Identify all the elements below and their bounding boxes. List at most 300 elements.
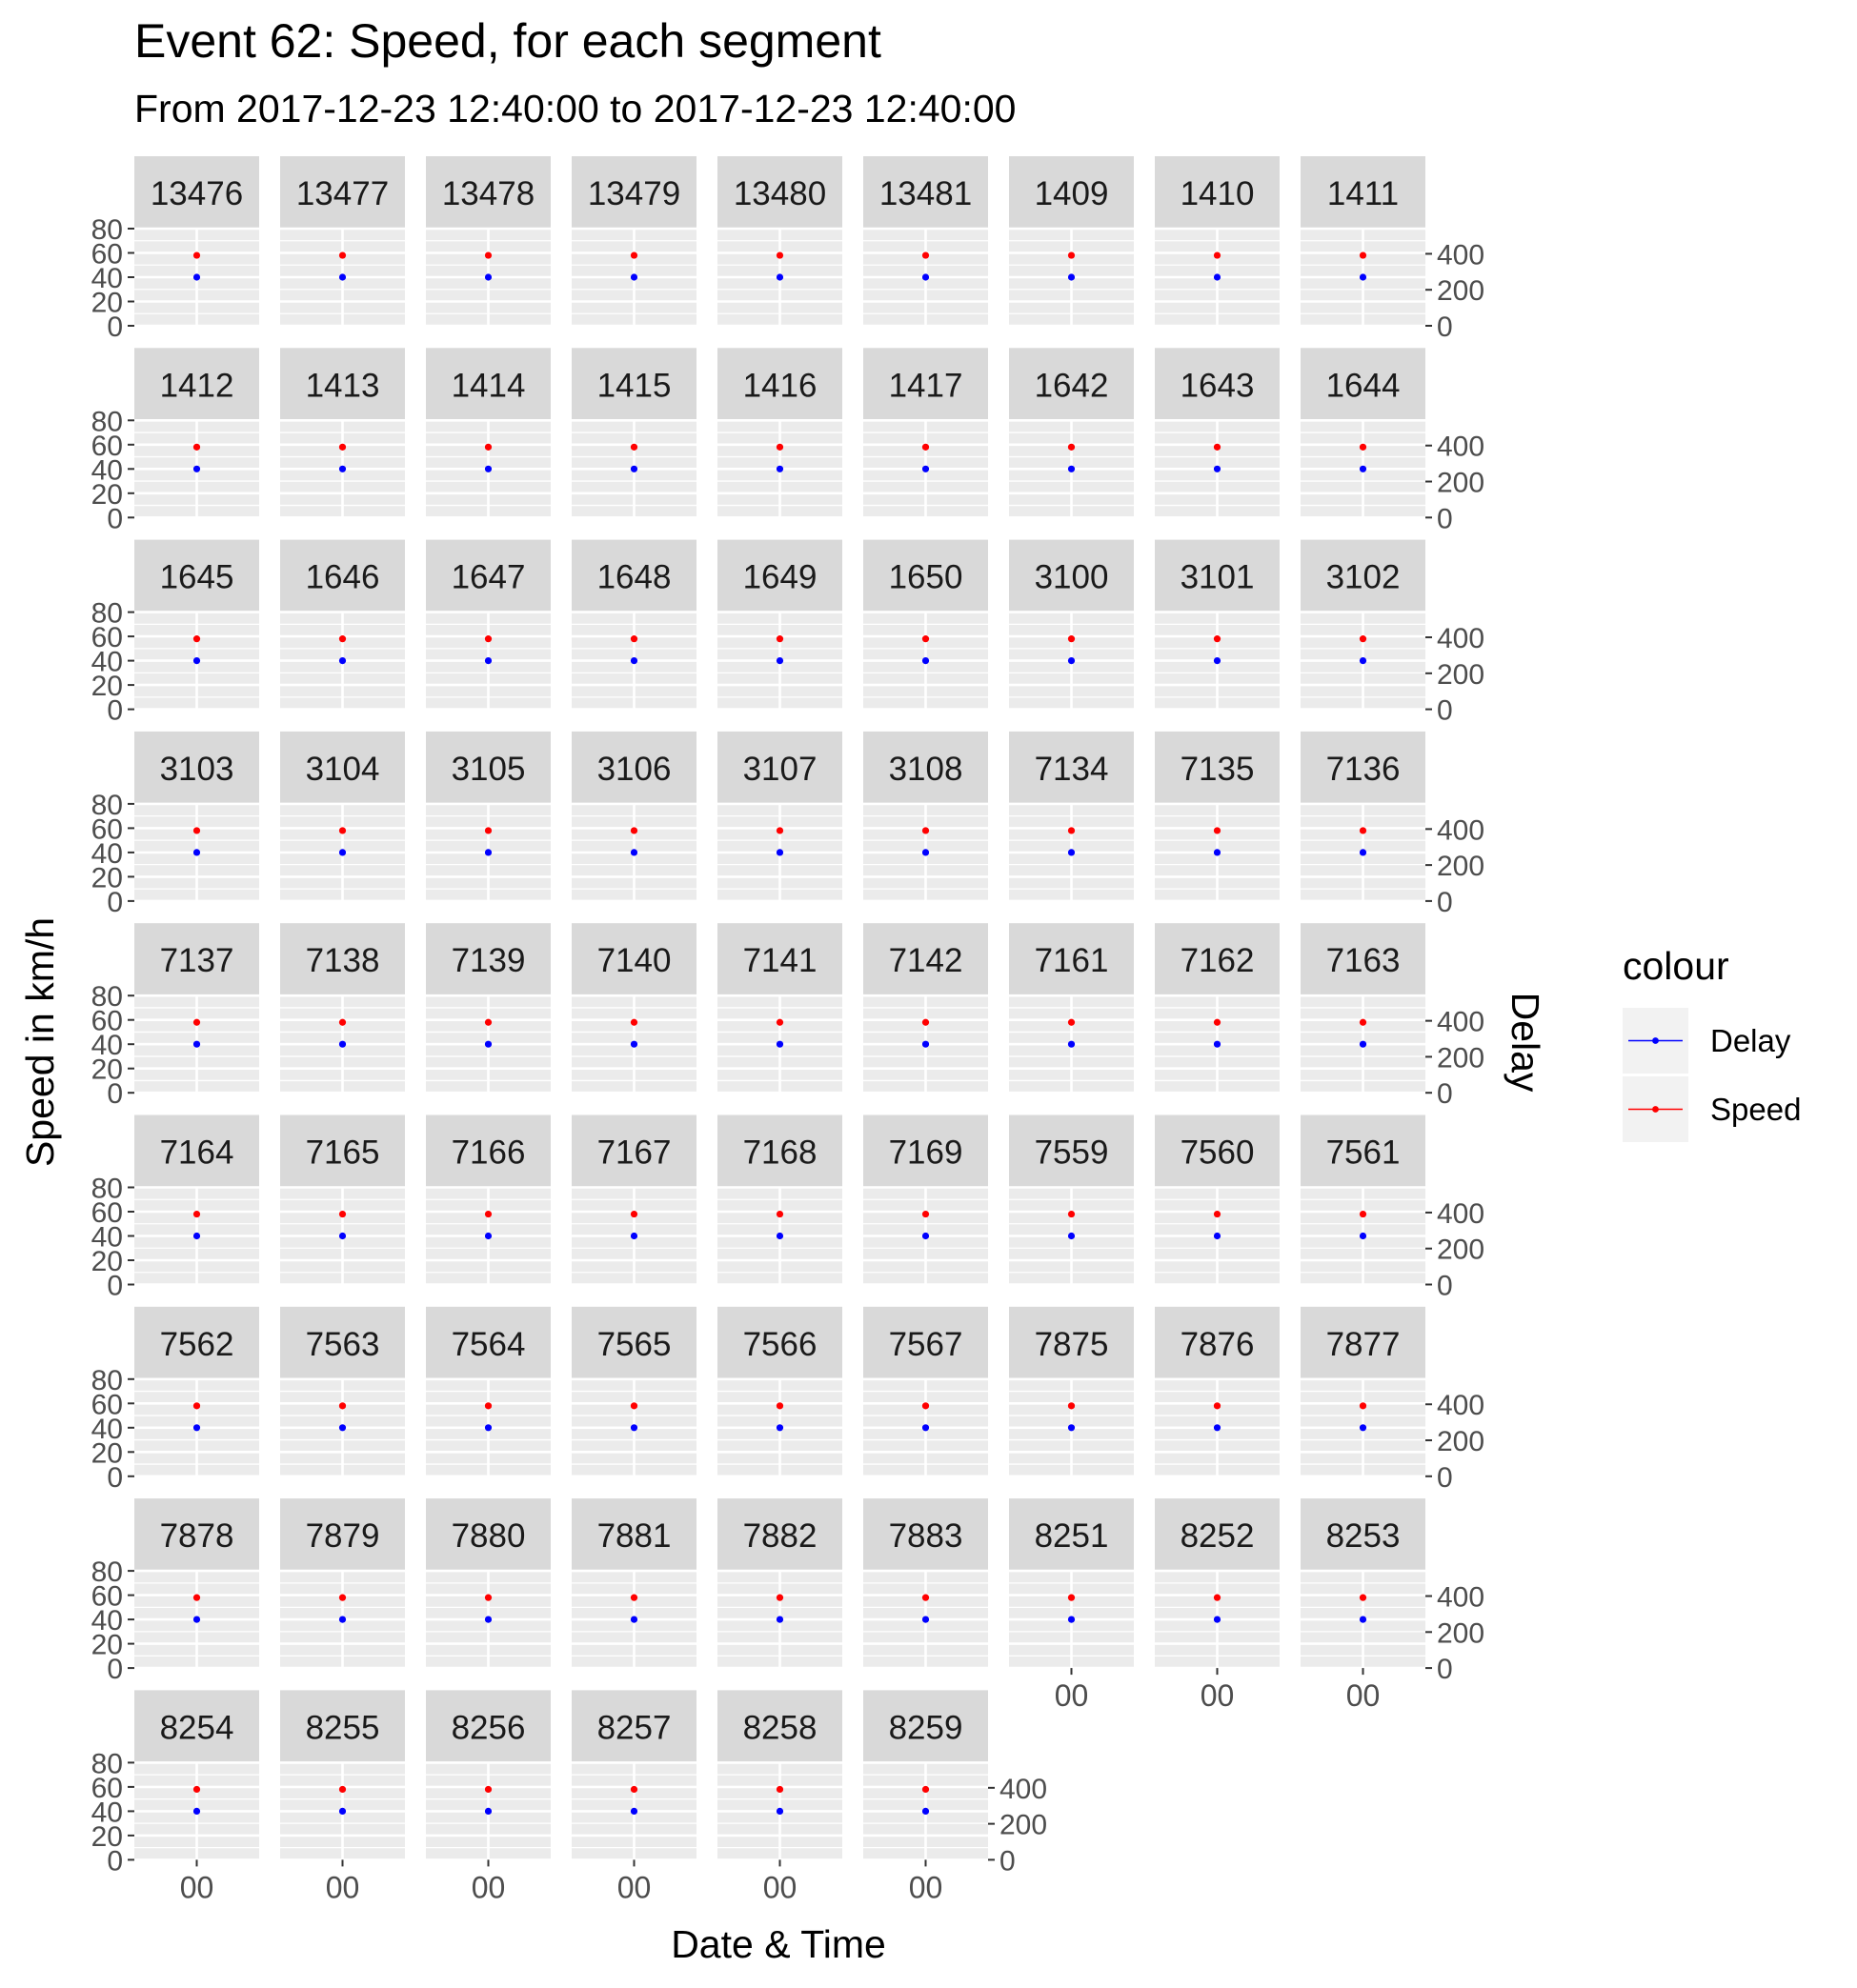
speed-point bbox=[777, 1402, 783, 1409]
delay-point bbox=[631, 849, 637, 855]
y2-tick-label: 0 bbox=[1437, 1654, 1453, 1686]
speed-point bbox=[1068, 1402, 1075, 1409]
y-tick-label: 60 bbox=[91, 1772, 123, 1804]
facet-label: 1644 bbox=[1325, 367, 1401, 405]
delay-point bbox=[777, 1424, 783, 1431]
y-tick-label: 80 bbox=[91, 597, 123, 630]
speed-point bbox=[1360, 1019, 1366, 1026]
speed-point bbox=[193, 827, 200, 833]
facet-label: 7565 bbox=[596, 1325, 672, 1363]
delay-point bbox=[1068, 1233, 1075, 1239]
delay-point bbox=[1360, 466, 1366, 472]
facet-3107 bbox=[717, 732, 842, 901]
facet-label: 7139 bbox=[451, 942, 526, 980]
y-tick-label: 40 bbox=[91, 1797, 123, 1829]
facet-3105 bbox=[426, 732, 551, 901]
speed-point bbox=[922, 1595, 929, 1601]
facet-label: 1649 bbox=[742, 558, 817, 596]
delay-point bbox=[339, 466, 346, 472]
chart-subtitle: From 2017-12-23 12:40:00 to 2017-12-23 12:40:00 bbox=[134, 87, 1017, 131]
speed-point bbox=[1360, 635, 1366, 642]
speed-point bbox=[1360, 251, 1366, 258]
y-tick-label: 40 bbox=[91, 837, 123, 870]
speed-point bbox=[339, 251, 346, 258]
delay-point bbox=[1360, 1424, 1366, 1431]
facet-13481 bbox=[863, 156, 988, 326]
speed-point bbox=[777, 1595, 783, 1601]
facet-1414 bbox=[426, 348, 551, 517]
facet-7880 bbox=[426, 1498, 551, 1668]
y-tick-label: 0 bbox=[107, 311, 123, 343]
facet-13479 bbox=[572, 156, 696, 326]
delay-point bbox=[1214, 657, 1221, 664]
facet-label: 13478 bbox=[441, 175, 535, 212]
facet-label: 1650 bbox=[888, 558, 963, 596]
delay-point bbox=[631, 466, 637, 472]
y-tick-label: 20 bbox=[91, 862, 123, 894]
speed-point bbox=[922, 635, 929, 642]
facet-label: 13481 bbox=[878, 175, 973, 212]
facet-label: 7136 bbox=[1325, 750, 1401, 788]
facet-label: 7168 bbox=[742, 1134, 817, 1172]
facet-3104 bbox=[280, 732, 405, 901]
delay-point bbox=[193, 1424, 200, 1431]
y2-tick-label: 400 bbox=[999, 1773, 1048, 1805]
facet-7567 bbox=[863, 1307, 988, 1476]
delay-point bbox=[1360, 1233, 1366, 1239]
facet-1649 bbox=[717, 540, 842, 710]
x-tick-label: 00 bbox=[1054, 1678, 1089, 1714]
speed-point bbox=[777, 635, 783, 642]
facet-label: 7162 bbox=[1180, 942, 1255, 980]
y-tick-label: 80 bbox=[91, 981, 123, 1014]
speed-point bbox=[339, 444, 346, 451]
facet-7169 bbox=[863, 1115, 988, 1285]
delay-point bbox=[485, 466, 492, 472]
delay-point bbox=[631, 1617, 637, 1623]
y-tick-label: 20 bbox=[91, 1820, 123, 1853]
y-axis-title: Speed in km/h bbox=[18, 916, 62, 1168]
y2-tick-label: 400 bbox=[1437, 431, 1485, 463]
delay-point bbox=[193, 1808, 200, 1815]
speed-point bbox=[485, 635, 492, 642]
facet-label: 7140 bbox=[596, 942, 672, 980]
delay-point bbox=[1068, 466, 1075, 472]
delay-point bbox=[485, 657, 492, 664]
delay-point bbox=[339, 1424, 346, 1431]
facet-label: 7166 bbox=[451, 1134, 526, 1172]
y-tick-label: 20 bbox=[91, 1629, 123, 1661]
delay-point bbox=[339, 1233, 346, 1239]
y-tick-label: 40 bbox=[91, 1221, 123, 1254]
delay-point bbox=[777, 1808, 783, 1815]
delay-point bbox=[485, 1617, 492, 1623]
speed-point bbox=[631, 1402, 637, 1409]
y-tick-label: 0 bbox=[107, 1461, 123, 1494]
speed-point bbox=[1214, 635, 1221, 642]
delay-point bbox=[485, 273, 492, 280]
facet-label: 3104 bbox=[305, 750, 380, 788]
delay-point bbox=[1214, 1424, 1221, 1431]
y2-tick-label: 400 bbox=[1437, 1581, 1485, 1614]
delay-point bbox=[631, 273, 637, 280]
facet-label: 7883 bbox=[888, 1517, 963, 1556]
speed-point bbox=[922, 1211, 929, 1217]
delay-point bbox=[1360, 849, 1366, 855]
facet-label: 1409 bbox=[1034, 175, 1109, 212]
facet-label: 8258 bbox=[742, 1709, 817, 1747]
y2-tick-label: 0 bbox=[1437, 1461, 1453, 1494]
delay-point bbox=[193, 466, 200, 472]
speed-point bbox=[1360, 827, 1366, 833]
facet-7135 bbox=[1155, 732, 1280, 901]
speed-point bbox=[922, 1402, 929, 1409]
y-tick-label: 0 bbox=[107, 886, 123, 918]
speed-point bbox=[1214, 251, 1221, 258]
delay-point bbox=[922, 1424, 929, 1431]
legend-label: Speed bbox=[1710, 1092, 1802, 1127]
speed-point bbox=[1214, 1402, 1221, 1409]
y2-tick-label: 200 bbox=[1437, 1426, 1485, 1458]
speed-point bbox=[1214, 1595, 1221, 1601]
y-tick-label: 60 bbox=[91, 813, 123, 846]
speed-point bbox=[1360, 1595, 1366, 1601]
delay-point bbox=[631, 1424, 637, 1431]
facet-label: 1416 bbox=[742, 367, 817, 405]
facet-label: 7169 bbox=[888, 1134, 963, 1172]
y2-tick-label: 200 bbox=[1437, 851, 1485, 883]
facet-label: 7164 bbox=[159, 1134, 234, 1172]
facet-label: 8255 bbox=[305, 1709, 380, 1747]
facet-7142 bbox=[863, 923, 988, 1093]
speed-point bbox=[777, 444, 783, 451]
speed-point bbox=[631, 251, 637, 258]
facet-7168 bbox=[717, 1115, 842, 1285]
facet-7883 bbox=[863, 1498, 988, 1668]
delay-point bbox=[1360, 657, 1366, 664]
delay-point bbox=[193, 849, 200, 855]
facet-3108 bbox=[863, 732, 988, 901]
y-tick-label: 40 bbox=[91, 1413, 123, 1445]
facet-1415 bbox=[572, 348, 696, 517]
facet-7563 bbox=[280, 1307, 405, 1476]
facet-label: 7137 bbox=[159, 942, 234, 980]
y-tick-label: 0 bbox=[107, 694, 123, 727]
delay-point bbox=[485, 1233, 492, 1239]
delay-point bbox=[922, 657, 929, 664]
delay-point bbox=[777, 657, 783, 664]
delay-point bbox=[1068, 849, 1075, 855]
facet-label: 7881 bbox=[596, 1517, 672, 1556]
delay-point bbox=[1068, 1424, 1075, 1431]
facet-13480 bbox=[717, 156, 842, 326]
facet-7559 bbox=[1009, 1115, 1134, 1285]
facet-1643 bbox=[1155, 348, 1280, 517]
facet-1417 bbox=[863, 348, 988, 517]
facet-3106 bbox=[572, 732, 696, 901]
y-tick-label: 80 bbox=[91, 1748, 123, 1780]
x-tick-label: 00 bbox=[908, 1870, 943, 1905]
speed-point bbox=[1360, 1211, 1366, 1217]
speed-point bbox=[1068, 1019, 1075, 1026]
facet-label: 7880 bbox=[451, 1517, 526, 1556]
delay-point bbox=[339, 1617, 346, 1623]
facet-7564 bbox=[426, 1307, 551, 1476]
speed-point bbox=[193, 635, 200, 642]
y-tick-label: 40 bbox=[91, 263, 123, 294]
speed-point bbox=[193, 251, 200, 258]
facet-label: 7141 bbox=[742, 942, 817, 980]
delay-point bbox=[777, 273, 783, 280]
y2-tick-label: 0 bbox=[999, 1845, 1016, 1878]
x-tick-label: 00 bbox=[1200, 1678, 1235, 1714]
y2-tick-label: 200 bbox=[1437, 658, 1485, 691]
speed-point bbox=[339, 1211, 346, 1217]
speed-point bbox=[485, 1019, 492, 1026]
speed-point bbox=[922, 1786, 929, 1793]
facet-label: 3100 bbox=[1034, 558, 1109, 596]
facet-label: 7163 bbox=[1325, 942, 1401, 980]
y-tick-label: 60 bbox=[91, 1580, 123, 1613]
speed-point bbox=[339, 827, 346, 833]
y2-tick-label: 400 bbox=[1437, 1197, 1485, 1230]
speed-point bbox=[193, 1595, 200, 1601]
facet-label: 7566 bbox=[742, 1325, 817, 1363]
facet-label: 7562 bbox=[159, 1325, 234, 1363]
facet-label: 13480 bbox=[733, 175, 827, 212]
facet-7566 bbox=[717, 1307, 842, 1476]
speed-point bbox=[339, 1019, 346, 1026]
facet-label: 7878 bbox=[159, 1517, 234, 1556]
y-tick-label: 0 bbox=[107, 1845, 123, 1878]
delay-point bbox=[922, 1041, 929, 1048]
y2-tick-label: 200 bbox=[1437, 275, 1485, 308]
facet-label: 3103 bbox=[159, 750, 234, 788]
facet-7141 bbox=[717, 923, 842, 1093]
legend-key-point bbox=[1652, 1106, 1659, 1113]
facet-label: 7167 bbox=[596, 1134, 672, 1172]
facet-label: 7138 bbox=[305, 942, 380, 980]
delay-point bbox=[922, 1617, 929, 1623]
speed-point bbox=[485, 1595, 492, 1601]
y-tick-label: 60 bbox=[91, 1389, 123, 1421]
speed-point bbox=[631, 444, 637, 451]
facet-label: 8256 bbox=[451, 1709, 526, 1747]
facet-label: 7161 bbox=[1034, 942, 1109, 980]
y-tick-label: 20 bbox=[91, 1246, 123, 1277]
speed-point bbox=[193, 1786, 200, 1793]
speed-point bbox=[777, 1786, 783, 1793]
y-tick-label: 80 bbox=[91, 789, 123, 821]
speed-point bbox=[631, 1019, 637, 1026]
facet-label: 1417 bbox=[888, 367, 963, 405]
speed-point bbox=[1068, 251, 1075, 258]
delay-point bbox=[339, 1808, 346, 1815]
speed-point bbox=[485, 251, 492, 258]
y2-tick-label: 200 bbox=[1437, 1234, 1485, 1266]
chart-title: Event 62: Speed, for each segment bbox=[134, 14, 881, 68]
facet-label: 3107 bbox=[742, 750, 817, 788]
y-tick-label: 60 bbox=[91, 238, 123, 271]
y2-tick-label: 400 bbox=[1437, 1006, 1485, 1038]
speed-point bbox=[1068, 1211, 1075, 1217]
delay-point bbox=[1068, 1617, 1075, 1623]
y-tick-label: 20 bbox=[91, 671, 123, 703]
y2-tick-label: 400 bbox=[1437, 814, 1485, 847]
facet-label: 1415 bbox=[596, 367, 672, 405]
delay-point bbox=[339, 273, 346, 280]
y-tick-label: 20 bbox=[91, 1437, 123, 1470]
facet-7139 bbox=[426, 923, 551, 1093]
facet-1648 bbox=[572, 540, 696, 710]
facet-1646 bbox=[280, 540, 405, 710]
facet-7166 bbox=[426, 1115, 551, 1285]
y-tick-label: 0 bbox=[107, 1654, 123, 1686]
delay-point bbox=[1360, 1617, 1366, 1623]
y-tick-label: 40 bbox=[91, 1605, 123, 1637]
facet-label: 7560 bbox=[1180, 1134, 1255, 1172]
x-tick-label: 00 bbox=[762, 1870, 797, 1905]
facet-7881 bbox=[572, 1498, 696, 1668]
facet-label: 1646 bbox=[305, 558, 380, 596]
y2-tick-label: 200 bbox=[999, 1809, 1048, 1841]
facet-label: 13479 bbox=[587, 175, 681, 212]
speed-point bbox=[1360, 444, 1366, 451]
legend-key-point bbox=[1652, 1037, 1659, 1044]
facet-7140 bbox=[572, 923, 696, 1093]
y2-tick-label: 400 bbox=[1437, 239, 1485, 271]
facet-label: 3108 bbox=[888, 750, 963, 788]
facet-label: 1413 bbox=[305, 367, 380, 405]
speed-point bbox=[339, 635, 346, 642]
y2-tick-label: 0 bbox=[1437, 886, 1453, 918]
speed-point bbox=[631, 635, 637, 642]
facet-13477 bbox=[280, 156, 405, 326]
delay-point bbox=[339, 1041, 346, 1048]
speed-point bbox=[1068, 444, 1075, 451]
facet-label: 3106 bbox=[596, 750, 672, 788]
delay-point bbox=[631, 657, 637, 664]
legend-label: Delay bbox=[1710, 1023, 1791, 1058]
speed-point bbox=[777, 1211, 783, 1217]
y-tick-label: 80 bbox=[91, 1173, 123, 1205]
delay-point bbox=[922, 273, 929, 280]
speed-point bbox=[485, 1786, 492, 1793]
facet-1413 bbox=[280, 348, 405, 517]
y2-tick-label: 0 bbox=[1437, 1270, 1453, 1302]
facet-label: 7142 bbox=[888, 942, 963, 980]
facet-3101 bbox=[1155, 540, 1280, 710]
speed-point bbox=[1214, 827, 1221, 833]
x-tick-label: 00 bbox=[325, 1870, 360, 1905]
facet-1410 bbox=[1155, 156, 1280, 326]
y-tick-label: 60 bbox=[91, 430, 123, 462]
speed-point bbox=[1214, 1019, 1221, 1026]
y-tick-label: 60 bbox=[91, 1197, 123, 1229]
y2-axis-title: Delay bbox=[1504, 992, 1547, 1093]
delay-point bbox=[193, 273, 200, 280]
facet-label: 1410 bbox=[1180, 175, 1255, 212]
facet-label: 8252 bbox=[1180, 1517, 1255, 1556]
y2-tick-label: 200 bbox=[1437, 1042, 1485, 1074]
delay-point bbox=[339, 657, 346, 664]
delay-point bbox=[1214, 466, 1221, 472]
speed-point bbox=[922, 444, 929, 451]
y-tick-label: 60 bbox=[91, 1005, 123, 1037]
facet-7162 bbox=[1155, 923, 1280, 1093]
facet-label: 7876 bbox=[1180, 1325, 1255, 1363]
y-tick-label: 80 bbox=[91, 406, 123, 438]
speed-point bbox=[631, 1595, 637, 1601]
y-tick-label: 0 bbox=[107, 1078, 123, 1111]
delay-point bbox=[1214, 1041, 1221, 1048]
facet-label: 8251 bbox=[1034, 1517, 1109, 1556]
delay-point bbox=[1068, 1041, 1075, 1048]
delay-point bbox=[777, 1041, 783, 1048]
y-tick-label: 0 bbox=[107, 1270, 123, 1302]
speed-point bbox=[193, 1019, 200, 1026]
x-tick-label: 00 bbox=[1345, 1678, 1381, 1714]
x-tick-label: 00 bbox=[471, 1870, 506, 1905]
delay-point bbox=[631, 1808, 637, 1815]
delay-point bbox=[1214, 1617, 1221, 1623]
facet-7565 bbox=[572, 1307, 696, 1476]
facet-7879 bbox=[280, 1498, 405, 1668]
facet-panels bbox=[91, 156, 1484, 1904]
delay-point bbox=[485, 1424, 492, 1431]
facet-1409 bbox=[1009, 156, 1134, 326]
facet-label: 1648 bbox=[596, 558, 672, 596]
facet-label: 8254 bbox=[159, 1709, 234, 1747]
x-tick-label: 00 bbox=[616, 1870, 652, 1905]
speed-point bbox=[193, 1402, 200, 1409]
speed-point bbox=[1360, 1402, 1366, 1409]
delay-point bbox=[1214, 1233, 1221, 1239]
facet-label: 1642 bbox=[1034, 367, 1109, 405]
y2-tick-label: 0 bbox=[1437, 694, 1453, 727]
y-tick-label: 20 bbox=[91, 1054, 123, 1086]
delay-point bbox=[485, 1808, 492, 1815]
speed-point bbox=[339, 1595, 346, 1601]
y2-tick-label: 200 bbox=[1437, 1617, 1485, 1650]
y2-tick-label: 0 bbox=[1437, 503, 1453, 535]
facet-7560 bbox=[1155, 1115, 1280, 1285]
delay-point bbox=[777, 466, 783, 472]
speed-point bbox=[922, 251, 929, 258]
delay-point bbox=[1214, 849, 1221, 855]
facet-7875 bbox=[1009, 1307, 1134, 1476]
speed-point bbox=[485, 1402, 492, 1409]
facet-label: 7567 bbox=[888, 1325, 963, 1363]
facet-label: 1412 bbox=[159, 367, 234, 405]
speed-point bbox=[339, 1786, 346, 1793]
delay-point bbox=[777, 849, 783, 855]
facet-1647 bbox=[426, 540, 551, 710]
facet-label: 7134 bbox=[1034, 750, 1109, 788]
delay-point bbox=[193, 1617, 200, 1623]
facet-label: 7165 bbox=[305, 1134, 380, 1172]
facet-label: 7882 bbox=[742, 1517, 817, 1556]
facet-label: 1411 bbox=[1326, 175, 1400, 212]
delay-point bbox=[1360, 1041, 1366, 1048]
speed-point bbox=[485, 827, 492, 833]
y2-tick-label: 400 bbox=[1437, 623, 1485, 655]
speed-point bbox=[777, 827, 783, 833]
speed-point bbox=[1068, 635, 1075, 642]
facet-label: 8259 bbox=[888, 1709, 963, 1747]
facet-label: 8253 bbox=[1325, 1517, 1401, 1556]
facet-7134 bbox=[1009, 732, 1134, 901]
